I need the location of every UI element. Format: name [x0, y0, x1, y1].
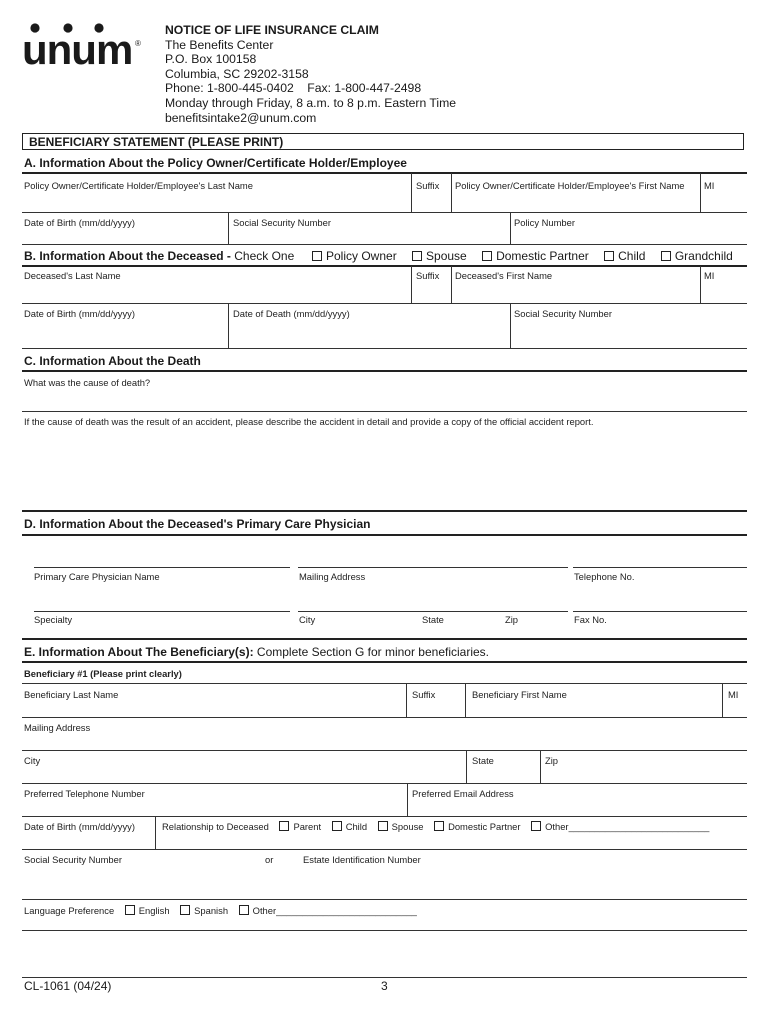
header-email: benefitsintake2@unum.com [165, 110, 317, 125]
owner-last-name-label: Policy Owner/Certificate Holder/Employee's Last Name [24, 180, 253, 191]
physician-mailing-label: Mailing Address [299, 571, 366, 582]
svg-text:®: ® [135, 39, 141, 48]
beneficiary-phone-label: Preferred Telephone Number [24, 788, 145, 799]
language-row: Language Preference English Spanish Other___________________________ [24, 905, 417, 916]
beneficiary-first-name-label: Beneficiary First Name [472, 689, 567, 700]
header-line: The Benefits Center [165, 37, 274, 52]
deceased-first-name-label: Deceased's First Name [455, 270, 553, 281]
lang-other-line[interactable]: ___________________________ [276, 905, 417, 916]
beneficiary-ssn-label: Social Security Number [24, 854, 122, 865]
physician-telephone-label: Telephone No. [574, 571, 635, 582]
lang-english-checkbox[interactable] [125, 905, 135, 915]
form-title: NOTICE OF LIFE INSURANCE CLAIM [165, 23, 379, 37]
policy-number-label: Policy Number [514, 217, 575, 228]
child-checkbox[interactable] [604, 251, 614, 261]
header-line: P.O. Box 100158 [165, 52, 257, 67]
beneficiary-statement-heading: BENEFICIARY STATEMENT (PLEASE PRINT) [22, 133, 744, 150]
lang-spanish-checkbox[interactable] [180, 905, 190, 915]
rel-other-line[interactable]: ___________________________ [568, 821, 710, 832]
page-number: 3 [381, 979, 388, 993]
section-e-title: E. Information About The Beneficiary(s): Complete Section G for minor beneficiaries. [24, 645, 490, 659]
beneficiary-1-heading: Beneficiary #1 (Please print clearly) [24, 668, 182, 679]
logo-text: unum [22, 26, 133, 68]
domestic-partner-checkbox[interactable] [482, 251, 492, 261]
owner-ssn-label: Social Security Number [233, 217, 331, 228]
beneficiary-zip-label: Zip [545, 755, 559, 766]
deceased-last-name-label: Deceased's Last Name [24, 270, 121, 281]
cause-of-death-label: What was the cause of death? [24, 377, 151, 388]
rel-domestic-partner-checkbox[interactable] [434, 821, 444, 831]
rel-child-checkbox[interactable] [332, 821, 342, 831]
physician-fax-label: Fax No. [574, 614, 607, 625]
section-b-title: B. Information About the Deceased - Check One [24, 249, 295, 263]
physician-city-label: City [299, 614, 316, 625]
rel-other-checkbox[interactable] [531, 821, 541, 831]
physician-zip-label: Zip [505, 614, 519, 625]
grandchild-checkbox[interactable] [661, 251, 671, 261]
lang-other-checkbox[interactable] [239, 905, 249, 915]
beneficiary-mi-label: MI [728, 689, 739, 700]
estate-id-label: Estate Identification Number [303, 854, 421, 865]
owner-mi-label: MI [704, 180, 715, 191]
physician-name-label: Primary Care Physician Name [34, 571, 160, 582]
header-line: Monday through Friday, 8 a.m. to 8 p.m. Eastern Time [165, 95, 457, 110]
policy-owner-checkbox[interactable] [312, 251, 322, 261]
or-label: or [265, 854, 274, 865]
accident-description-label: If the cause of death was the result of an accident, please describe the accident in detail and provide a copy of the official accident report. [24, 416, 594, 427]
beneficiary-city-label: City [24, 755, 41, 766]
section-c-title: C. Information About the Death [24, 354, 201, 368]
spouse-checkbox[interactable] [412, 251, 422, 261]
deceased-relationship-options: Policy Owner Spouse Domestic Partner Child Grandchild [310, 249, 733, 263]
owner-first-name-label: Policy Owner/Certificate Holder/Employee's First Name [455, 180, 685, 191]
beneficiary-email-label: Preferred Email Address [412, 788, 514, 799]
rel-parent-checkbox[interactable] [279, 821, 289, 831]
unum-logo [22, 22, 146, 68]
header-block [165, 23, 456, 125]
deceased-mi-label: MI [704, 270, 715, 281]
beneficiary-state-label: State [472, 755, 494, 766]
beneficiary-last-name-label: Beneficiary Last Name [24, 689, 119, 700]
beneficiary-mailing-label: Mailing Address [24, 722, 91, 733]
deceased-dob-label: Date of Birth (mm/dd/yyyy) [24, 308, 135, 319]
header-line: Phone: 1-800-445-0402 Fax: 1-800-447-2498 [165, 81, 422, 96]
owner-dob-label: Date of Birth (mm/dd/yyyy) [24, 217, 135, 228]
relationship-row: Relationship to Deceased Parent Child Spouse Domestic Partner Other___________________________ [162, 821, 710, 832]
header-line: Columbia, SC 29202-3158 [165, 66, 309, 81]
section-d-title: D. Information About the Deceased's Primary Care Physician [24, 517, 371, 531]
deceased-ssn-label: Social Security Number [514, 308, 612, 319]
beneficiary-dob-label: Date of Birth (mm/dd/yyyy) [24, 821, 135, 832]
deceased-dod-label: Date of Death (mm/dd/yyyy) [233, 308, 350, 319]
rel-spouse-checkbox[interactable] [378, 821, 388, 831]
form-number: CL-1061 (04/24) [24, 979, 112, 993]
beneficiary-suffix-label: Suffix [412, 689, 436, 700]
physician-specialty-label: Specialty [34, 614, 73, 625]
owner-suffix-label: Suffix [416, 180, 440, 191]
deceased-suffix-label: Suffix [416, 270, 440, 281]
section-a-title: A. Information About the Policy Owner/Certificate Holder/Employee [24, 156, 407, 170]
physician-state-label: State [422, 614, 444, 625]
